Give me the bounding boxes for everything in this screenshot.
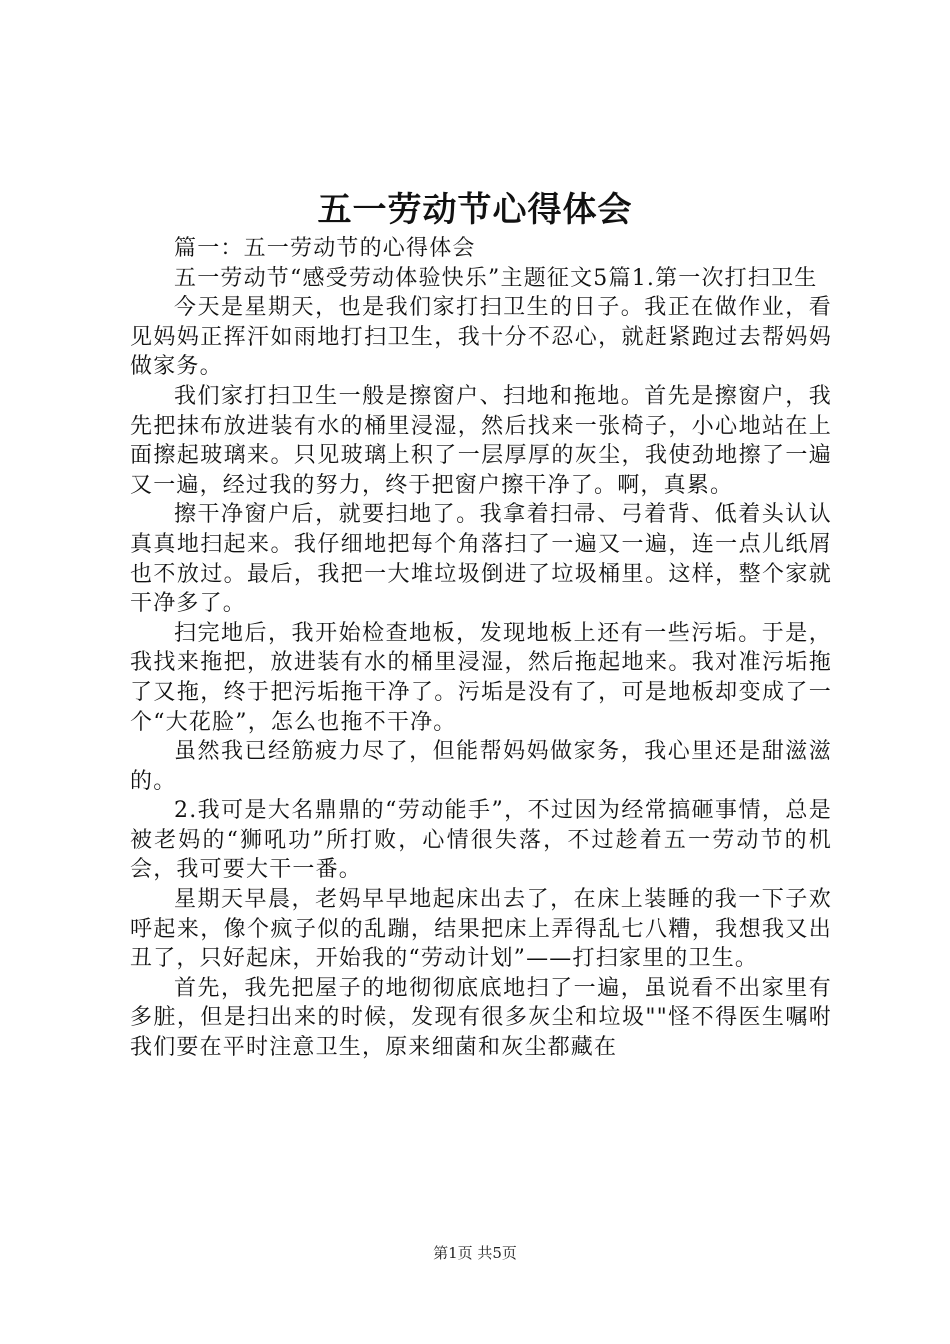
paragraph: 首先，我先把屋子的地彻彻底底地扫了一遍，虽说看不出家里有多脏，但是扫出来的时候，发现有很多灰尘和垃圾""怪不得医生嘱咐我们要在平时注意卫生，原来细菌和灰尘都藏在	[130, 975, 832, 1061]
paragraph: 2.我可是大名鼎鼎的“劳动能手”，不过因为经常搞砸事情，总是被老妈的“狮吼功”所打败，心情很失落，不过趁着五一劳动节的机会，我可要大干一番。	[130, 798, 832, 883]
paragraph: 今天是星期天，也是我们家打扫卫生的日子。我正在做作业，看见妈妈正挥汗如雨地打扫卫生，我十分不忍心，就赶紧跑过去帮妈妈做家务。	[130, 295, 832, 380]
paragraph: 篇一：五一劳动节的心得体会	[174, 236, 476, 261]
paragraph: 星期天早晨，老妈早早地起床出去了，在床上装睡的我一下子欢呼起来，像个疯子似的乱蹦，结果把床上弄得乱七八糟，我想我又出丑了，只好起床，开始我的“劳动计划”——打扫家里的卫生。	[130, 887, 832, 972]
paragraph: 我们家打扫卫生一般是擦窗户、扫地和拖地。首先是擦窗户，我先把抹布放进装有水的桶里浸湿，然后找来一张椅子，小心地站在上面擦起玻璃来。只见玻璃上积了一层厚厚的灰尘，我使劲地擦了一遍又一遍，经过我的努力，终于把窗户擦干净了。啊，真累。	[130, 383, 832, 498]
document-title: 五一劳动节心得体会	[317, 190, 633, 230]
paragraph: 扫完地后，我开始检查地板，发现地板上还有一些污垢。于是，我找来拖把，放进装有水的桶里浸湿，然后拖起地来。我对准污垢拖了又拖，终于把污垢拖干净了。污垢是没有了，可是地板却变成了一个“大花脸”，怎么也拖不干净。	[130, 620, 832, 735]
paragraph: 五一劳动节“感受劳动体验快乐”主题征文5篇1.第一次打扫卫生	[174, 265, 818, 291]
page-footer: 第1页 共5页	[433, 1244, 517, 1262]
paragraph: 擦干净窗户后，就要扫地了。我拿着扫帚、弓着背、低着头认认真真地扫起来。我仔细地把每个角落扫了一遍又一遍，连一点儿纸屑也不放过。最后，我把一大堆垃圾倒进了垃圾桶里。这样，整个家就干净多了。	[130, 502, 832, 617]
document-body	[130, 234, 832, 1063]
paragraph: 虽然我已经筋疲力尽了，但能帮妈妈做家务，我心里还是甜滋滋的。	[130, 739, 832, 794]
